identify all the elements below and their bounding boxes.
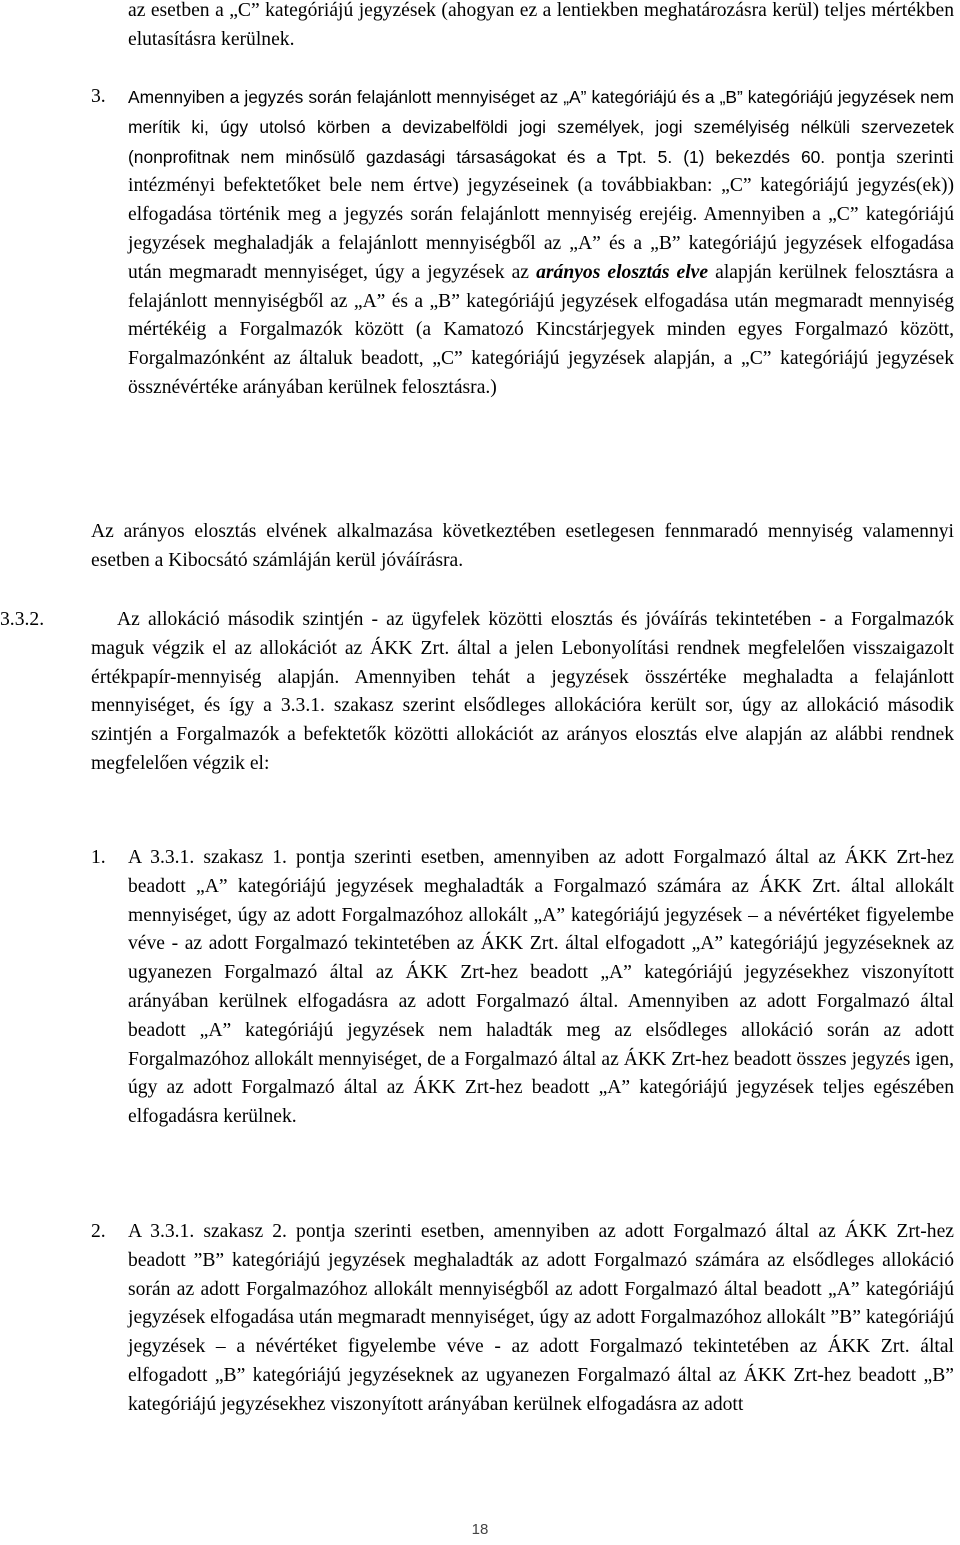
section-332-number: 3.3.2. — [0, 609, 45, 630]
list-item-2-number: 2. — [91, 1221, 106, 1242]
page-number: 18 — [471, 1521, 489, 1538]
section-332-paragraph — [91, 606, 954, 779]
proportional-distribution-emphasis: arányos elosztás elve — [536, 261, 709, 283]
section-332-text: Az allokáció második szintjén - az ügyfelek közötti elosztás és jóváírás tekintetében - a Forgalmazók maguk végzik el az allokációt az ÁKK Zrt. által a jelen Lebonyolítási rendnek megfelelően visszaigazolt értékpapír-mennyiség alapján. Amennyiben tehát a jegyzések összértéke meghaladta a felajánlott mennyiséget, és így a 3.3.1. szakasz szerint elsődleges allokációra került sor, úgy az allokáció második szintjén a Forgalmazók a befektetők közötti allokációt az arányos elosztás elve alapján az alábbi rendnek megfelelően végzik el: — [91, 609, 954, 774]
continuation-text: az esetben a „C” kategóriájú jegyzések (ahogyan ez a lentiekben meghatározásra kerül) teljes mértékben elutasításra kerülnek. — [128, 0, 954, 50]
list-item-1-text: A 3.3.1. szakasz 1. pontja szerinti esetben, amennyiben az adott Forgalmazó által az ÁKK Zrt-hez beadott „A” kategóriájú jegyzések meghaladták a Forgalmazó számára az ÁKK Zrt. által allokált mennyiséget, úgy az adott Forgalmazóhoz allokált „A” kategóriájú jegyzések – a névértéket figyelembe véve - az adott Forgalmazó tekintetében az ÁKK Zrt. által elfogadott „A” kategóriájú jegyzéseknek az ugyanezen Forgalmazó által az ÁKK Zrt-hez beadott „A” kategóriájú jegyzésekhez viszonyított arányában kerülnek elfogadásra az adott Forgalmazó által. Amennyiben az adott Forgalmazó által beadott „A” kategóriájú jegyzések nem haladták meg az elsődleges allokáció során az adott Forgalmazóhoz allokált mennyiséget, de a Forgalmazó által az ÁKK Zrt-hez beadott összes jegyzés igen, úgy az adott Forgalmazó által az ÁKK Zrt-hez beadott „A” kategóriájú jegyzések teljes egészében elfogadásra kerülnek. — [128, 847, 954, 1128]
remainder-paragraph — [91, 518, 954, 576]
item-3-text-part2: alapján kerülnek felosztásra a felajánlott mennyiségből az „A” és a „B” kategóriájú jegyzések elfogadása után megmaradt mennyiség mértékéig a Forgalmazók között (a Kamatozó Kincstárjegyek minden egyes Forgalmazó között, Forgalmazónként az általuk beadott, „C” kategóriájú jegyzések alapján, a „C” kategóriájú jegyzések össznévértéke arányában kerülnek felosztásra.) — [128, 261, 954, 398]
item-3-paragraph — [128, 83, 954, 403]
list-item-2-text: A 3.3.1. szakasz 2. pontja szerinti esetben, amennyiben az adott Forgalmazó által az ÁKK Zrt-hez beadott ”B” kategóriájú jegyzések meghaladták az adott Forgalmazó számára az elsődleges allokáció során az adott Forgalmazóhoz allokált mennyiségből az adott Forgalmazó által beadott „A” kategóriájú jegyzések elfogadása után megmaradt mennyiséget, úgy az adott Forgalmazóhoz allokált ”B” kategóriájú jegyzések – a névértéket figyelembe véve - az adott Forgalmazó tekintetében az ÁKK Zrt. által elfogadott „B” kategóriájú jegyzéseknek az ugyanezen Forgalmazó által az ÁKK Zrt-hez beadott „B” kategóriájú jegyzésekhez viszonyított arányában kerülnek elfogadásra az adott — [128, 1221, 954, 1415]
item-3-sans-text: Amennyiben a jegyzés során felajánlott mennyiséget az „A” kategóriájú és a „B” kategóriájú jegyzések nem merítik ki, úgy utolsó körben a devizabelföldi jogi személyek, jogi személyiség nélküli szervezetek (nonprofitnak nem minősülő gazdasági társaságokat és a Tpt. 5. (1) bekezdés 60. — [128, 87, 954, 167]
list-item-1 — [128, 844, 954, 1132]
list-item-2 — [128, 1218, 954, 1420]
continuation-paragraph — [128, 0, 954, 55]
item-3-number: 3. — [91, 86, 106, 107]
list-item-1-number: 1. — [91, 847, 106, 868]
item-3-text-part1: pontja szerinti intézményi befektetőket bele nem értve) jegyzéseinek (a továbbiakban: „C” kategóriájú jegyzés(ek)) elfogadása történik meg a jegyzés során felajánlott mennyiség erejéig. Amennyiben a „C” kategóriájú jegyzések meghaladják a felajánlott mennyiségből az „A” és a „B” kategóriájú jegyzések elfogadása után megmaradt mennyiséget, úgy a jegyzések az — [128, 146, 954, 283]
remainder-text: Az arányos elosztás elvének alkalmazása következtében esetlegesen fennmaradó mennyiség valamennyi esetben a Kibocsátó számláján kerül jóváírásra. — [91, 521, 954, 571]
